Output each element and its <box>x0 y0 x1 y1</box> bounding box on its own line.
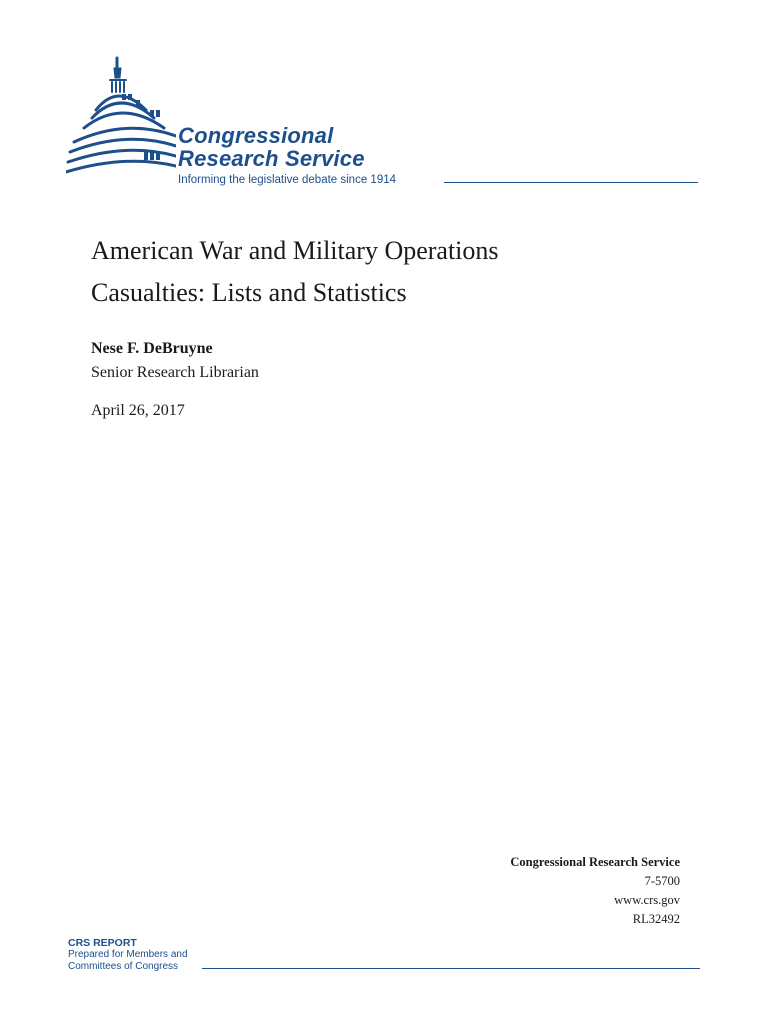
crs-logo <box>66 52 706 192</box>
footer <box>68 937 188 973</box>
author-name: Nese F. DeBruyne <box>91 340 213 357</box>
footer-line-1: Prepared for Members and <box>68 949 188 960</box>
capitol-dome-icon <box>66 52 176 192</box>
contact-website[interactable]: www.crs.gov <box>614 893 680 907</box>
author-title: Senior Research Librarian <box>91 364 259 381</box>
logo-line-2: Research Service <box>178 146 365 171</box>
tagline-rule <box>444 182 698 183</box>
report-title <box>91 230 691 314</box>
logo-line-1: Congressional <box>178 123 334 148</box>
contact-phone: 7-5700 <box>644 874 680 888</box>
contact-org: Congressional Research Service <box>510 855 680 869</box>
report-date: April 26, 2017 <box>91 402 185 419</box>
footer-label: CRS REPORT <box>68 937 137 949</box>
report-title-line-2: Casualties: Lists and Statistics <box>91 278 407 307</box>
footer-rule <box>202 968 700 969</box>
report-number: RL32492 <box>632 912 680 926</box>
footer-line-2: Committees of Congress <box>68 961 179 972</box>
report-title-line-1: American War and Military Operations <box>91 236 499 265</box>
logo-tagline: Informing the legislative debate since 1914 <box>178 174 397 186</box>
contact-block <box>510 853 680 929</box>
